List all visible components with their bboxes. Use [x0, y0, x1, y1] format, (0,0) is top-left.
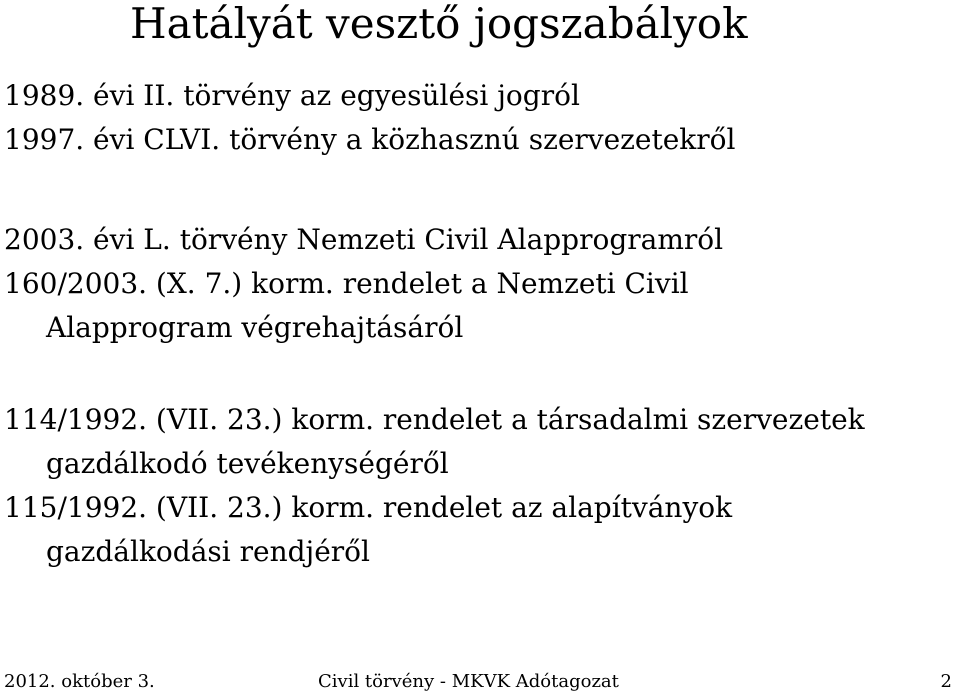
- decree-line-160-2003-cont: Alapprogram végrehajtásáról: [46, 311, 464, 344]
- slide-title: Hatályát vesztő jogszabályok: [130, 0, 748, 48]
- law-line-1989: 1989. évi II. törvény az egyesülési jogról: [4, 79, 580, 112]
- decree-line-115-1992-cont: gazdálkodási rendjéről: [46, 535, 370, 568]
- decree-line-114-1992: 114/1992. (VII. 23.) korm. rendelet a társadalmi szervezetek: [4, 403, 865, 436]
- decree-line-115-1992: 115/1992. (VII. 23.) korm. rendelet az alapítványok: [4, 491, 733, 524]
- footer-page-number: 2: [940, 671, 952, 692]
- decree-line-160-2003: 160/2003. (X. 7.) korm. rendelet a Nemzeti Civil: [4, 267, 689, 300]
- law-line-2003: 2003. évi L. törvény Nemzeti Civil Alapprogramról: [4, 223, 724, 256]
- decree-line-114-1992-cont: gazdálkodó tevékenységéről: [46, 447, 449, 480]
- footer-title: Civil törvény - MKVK Adótagozat: [318, 671, 619, 692]
- footer-date: 2012. október 3.: [4, 671, 155, 692]
- law-line-1997: 1997. évi CLVI. törvény a közhasznú szervezetekről: [4, 123, 736, 156]
